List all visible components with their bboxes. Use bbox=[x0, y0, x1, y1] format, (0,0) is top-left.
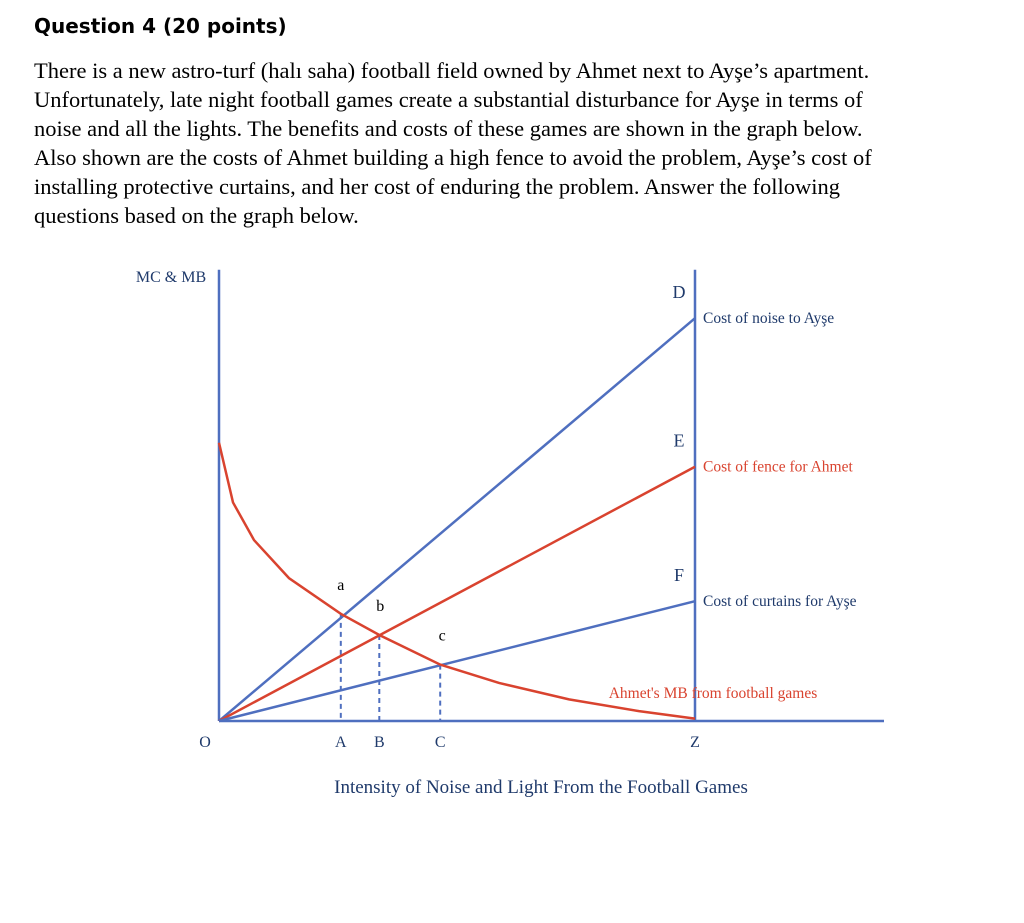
x-axis-label: Intensity of Noise and Light From the Football Games bbox=[334, 777, 748, 798]
x-tick-B: B bbox=[373, 734, 385, 751]
intersection-label-a: a bbox=[337, 576, 345, 594]
question-line: noise and all the lights. The benefits and costs of these games are shown in the graph below. bbox=[34, 116, 863, 141]
question-line: Also shown are the costs of Ahmet building a high fence to avoid the problem, Ayşe’s cost of bbox=[34, 145, 872, 170]
series-label-0: Cost of noise to Ayşe bbox=[703, 310, 835, 328]
series-label-2: Cost of curtains for Ayşe bbox=[703, 593, 857, 611]
x-tick-Z: Z bbox=[690, 734, 700, 751]
series-label-1: Cost of fence for Ahmet bbox=[703, 458, 853, 476]
x-tick-A: A bbox=[335, 734, 347, 751]
intersection-label-b: b bbox=[376, 597, 385, 615]
end-letter-D: D bbox=[672, 282, 686, 303]
question-line: questions based on the graph below. bbox=[34, 203, 359, 228]
intersection-label-c: c bbox=[438, 627, 446, 645]
series-label-mb: Ahmet's MB from football games bbox=[608, 685, 818, 702]
question-line: installing protective curtains, and her cost of enduring the problem. Answer the following bbox=[34, 174, 841, 199]
series-line-mb bbox=[219, 443, 695, 719]
question-line: There is a new astro-turf (halı saha) football field owned by Ahmet next to Ayşe’s apartment. bbox=[34, 58, 870, 83]
x-tick-C: C bbox=[434, 734, 446, 751]
end-letter-F: F bbox=[673, 565, 685, 586]
question-line: Unfortunately, late night football games create a substantial disturbance for Ayşe in terms of bbox=[34, 87, 863, 112]
series-line-1 bbox=[219, 467, 695, 721]
y-axis-label: MC & MB bbox=[135, 268, 207, 286]
question-heading: Question 4 (20 points) bbox=[34, 14, 287, 38]
end-letter-E: E bbox=[673, 430, 685, 451]
origin-label: O bbox=[199, 734, 211, 751]
